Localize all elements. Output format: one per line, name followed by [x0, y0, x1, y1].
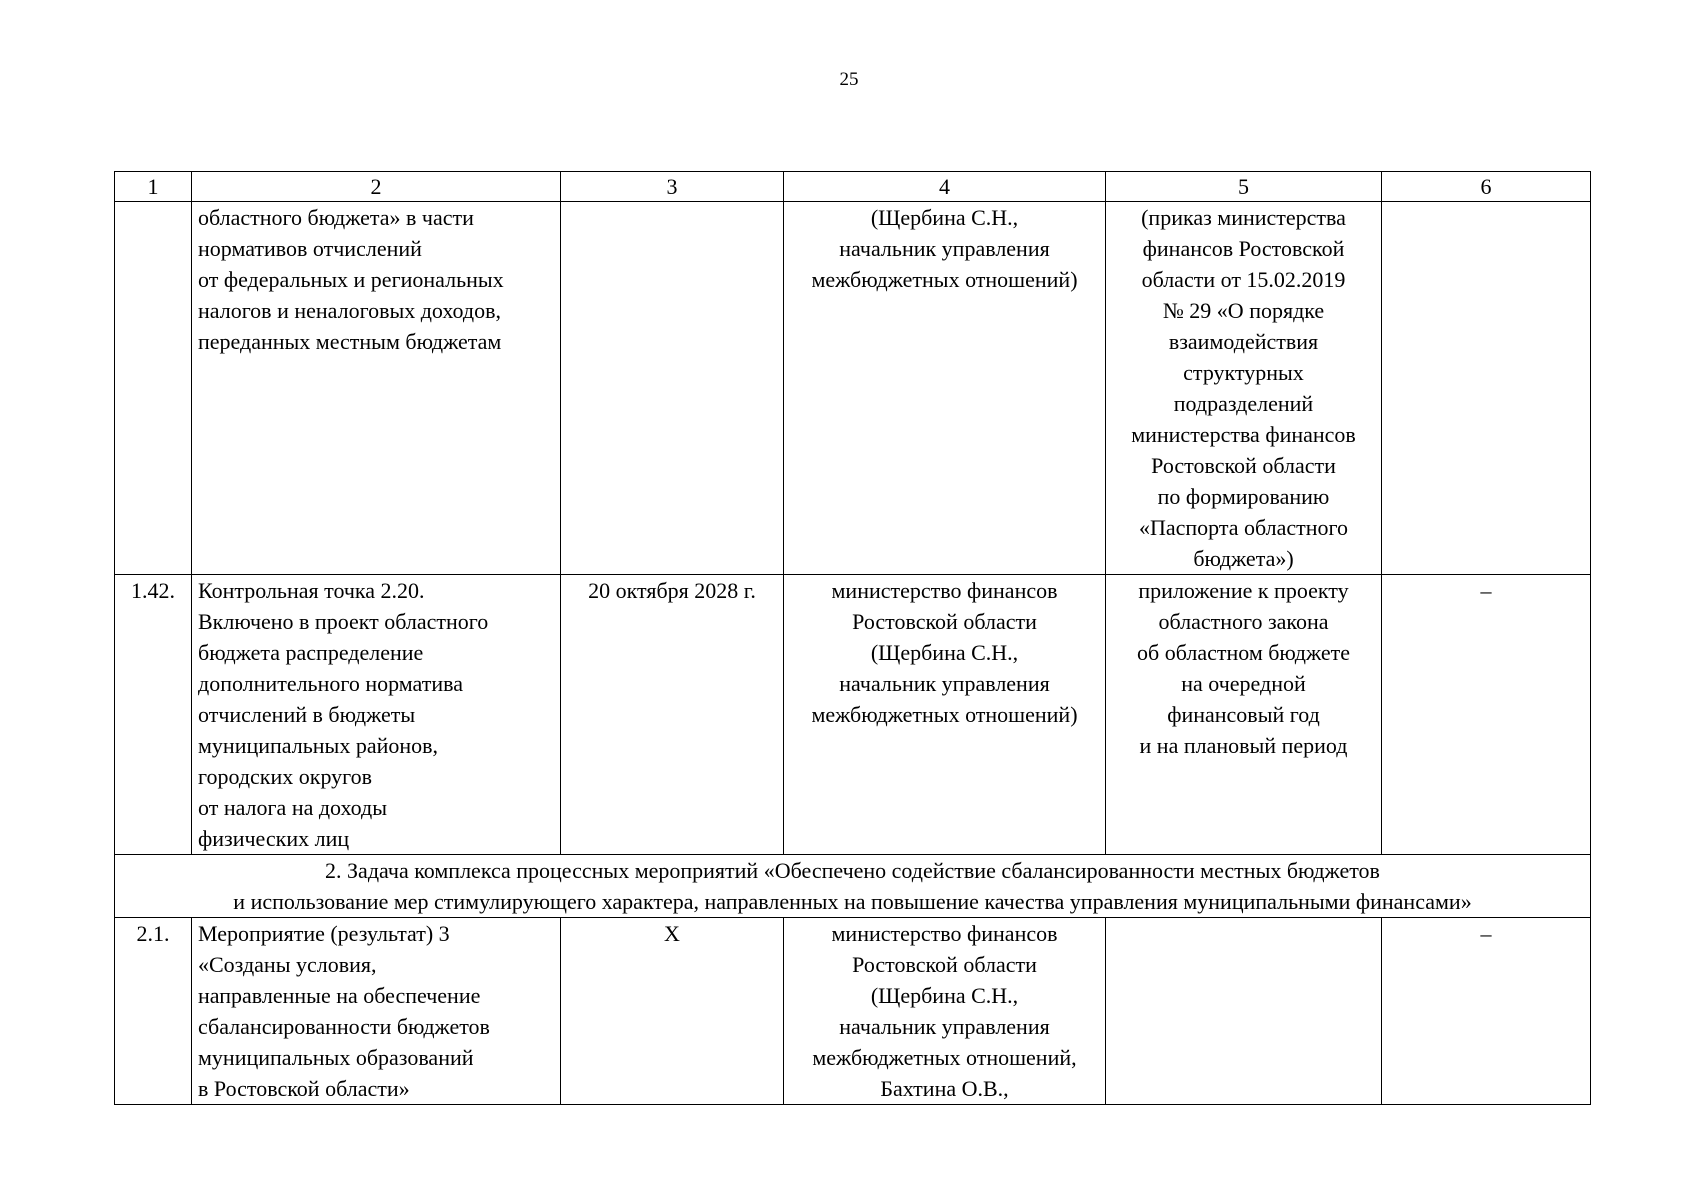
- header-cell: 4: [784, 172, 1106, 202]
- task-heading-row: [115, 855, 1591, 918]
- deadline-cell: 20 октября 2028 г.: [561, 575, 784, 855]
- info-system-cell: –: [1382, 918, 1591, 1105]
- description-cell: Мероприятие (результат) 3 «Созданы условия, направленные на обеспечение сбалансированности бюджетов муниципальных образований в Ростовской области»: [192, 918, 561, 1105]
- row-number-cell: 1.42.: [115, 575, 192, 855]
- responsible-cell: (Щербина С.Н., начальник управления межбюджетных отношений): [784, 202, 1106, 575]
- plan-table: [114, 171, 1591, 1105]
- header-cell: 1: [115, 172, 192, 202]
- header-cell: 2: [192, 172, 561, 202]
- deadline-cell: [561, 202, 784, 575]
- row-number-cell: 2.1.: [115, 918, 192, 1105]
- table-row-2-1: [115, 918, 1591, 1105]
- responsible-cell: министерство финансов Ростовской области (Щербина С.Н., начальник управления межбюджетных отношений, Бахтина О.В.,: [784, 918, 1106, 1105]
- deadline-cell: Х: [561, 918, 784, 1105]
- info-system-cell: [1382, 202, 1591, 575]
- header-cell: 3: [561, 172, 784, 202]
- document-cell: [1106, 918, 1382, 1105]
- header-cell: 5: [1106, 172, 1382, 202]
- table-header-row: [115, 172, 1591, 202]
- row-number-cell: [115, 202, 192, 575]
- info-system-cell: –: [1382, 575, 1591, 855]
- responsible-cell: министерство финансов Ростовской области (Щербина С.Н., начальник управления межбюджетных отношений): [784, 575, 1106, 855]
- table-row-continued: [115, 202, 1591, 575]
- document-cell: приложение к проекту областного закона об областном бюджете на очередной финансовый год и на плановый период: [1106, 575, 1382, 855]
- table-row-1-42: [115, 575, 1591, 855]
- description-cell: областного бюджета» в части нормативов отчислений от федеральных и региональных налогов и неналоговых доходов, переданных местным бюджетам: [192, 202, 561, 575]
- header-cell: 6: [1382, 172, 1591, 202]
- page-number: 25: [839, 69, 859, 90]
- document-cell: (приказ министерства финансов Ростовской области от 15.02.2019 № 29 «О порядке взаимодействия структурных подразделений министерства финансов Ростовской области по формированию «Паспорта областного бюджета»): [1106, 202, 1382, 575]
- description-cell: Контрольная точка 2.20. Включено в проект областного бюджета распределение дополнительного норматива отчислений в бюджеты муниципальных районов, городских округов от налога на доходы физических лиц: [192, 575, 561, 855]
- task-heading: 2. Задача комплекса процессных мероприятий «Обеспечено содействие сбалансированности местных бюджетов и использование мер стимулирующего характера, направленных на повышение качества управления муниципальными финансами»: [115, 855, 1591, 918]
